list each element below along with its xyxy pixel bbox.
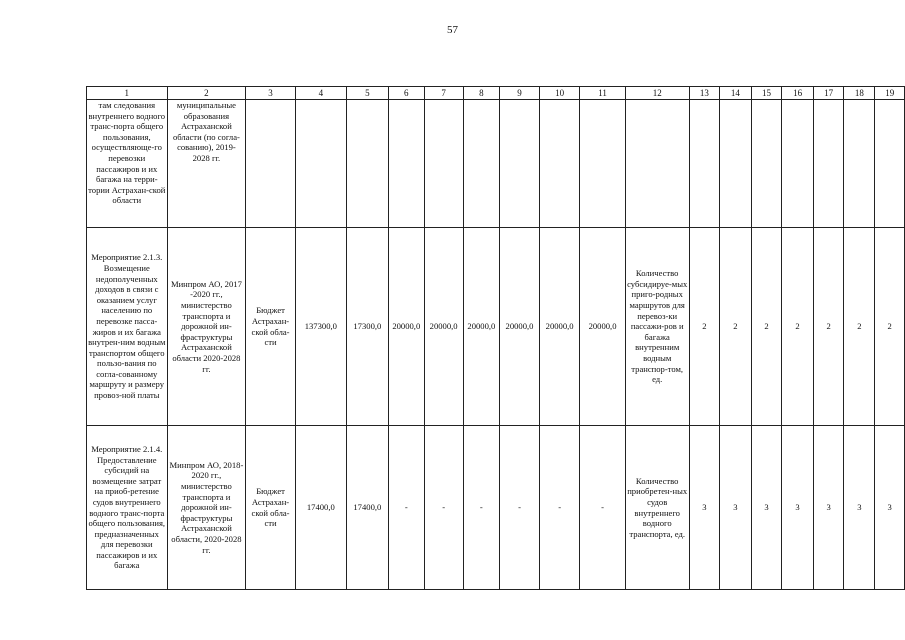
value-cell: 17400,0	[295, 426, 346, 590]
value-cell	[580, 100, 625, 228]
header-cell: 10	[539, 87, 580, 100]
header-row	[87, 87, 905, 100]
indicator-value-cell: 2	[689, 228, 719, 426]
indicator-value-cell: 2	[719, 228, 751, 426]
executor-cell: Минпром АО, 2018-2020 гг., министерство транспорта и дорожной ин-фраструктуры Астраханской области, 2020-2028 гг.	[167, 426, 246, 590]
header-cell: 17	[814, 87, 844, 100]
page-number: 57	[447, 24, 458, 36]
header-cell: 4	[295, 87, 346, 100]
value-cell: 17400,0	[346, 426, 388, 590]
indicator-value-cell: 2	[751, 228, 781, 426]
table-row	[87, 100, 905, 228]
table-row	[87, 426, 905, 590]
indicator-value-cell: 3	[751, 426, 781, 590]
header-cell: 8	[463, 87, 500, 100]
value-cell	[463, 100, 500, 228]
table-row	[87, 228, 905, 426]
value-cell: -	[580, 426, 625, 590]
header-cell: 1	[87, 87, 168, 100]
funding-source-cell	[246, 100, 296, 228]
funding-source-cell: Бюджет Астрахан-ской обла-сти	[246, 426, 296, 590]
measure-name-cell: там следования внутреннего водного транс-порта общего пользования, осуществляюще-го перевозки пассажиров и их багажа на терри-тории Астрахан-ской области	[87, 100, 168, 228]
value-cell	[388, 100, 424, 228]
funding-source-cell: Бюджет Астрахан-ской обла-сти	[246, 228, 296, 426]
indicator-cell	[625, 100, 689, 228]
header-cell: 12	[625, 87, 689, 100]
value-cell: 17300,0	[346, 228, 388, 426]
header-cell: 7	[424, 87, 463, 100]
indicator-value-cell: 2	[844, 228, 875, 426]
value-cell: 20000,0	[388, 228, 424, 426]
indicator-value-cell	[782, 100, 814, 228]
value-cell	[295, 100, 346, 228]
indicator-value-cell: 3	[689, 426, 719, 590]
indicator-value-cell: 3	[844, 426, 875, 590]
indicator-value-cell: 2	[875, 228, 905, 426]
indicator-value-cell	[814, 100, 844, 228]
indicator-value-cell	[719, 100, 751, 228]
value-cell: 20000,0	[500, 228, 540, 426]
measure-name-cell: Мероприятие 2.1.3. Возмещение недополученных доходов в связи с оказанием услуг населению по перевозке пасса-жиров и их багажа внутрен-ним водным транспортом общего пользо-вания по согла-сованному маршруту и размеру провоз-ной платы	[87, 228, 168, 426]
header-cell: 18	[844, 87, 875, 100]
indicator-cell: Количество субсидируе-мых приго-родных маршрутов для перевоз-ки пассажи-ров и багажа внутренним водным транспор-том, ед.	[625, 228, 689, 426]
header-cell: 14	[719, 87, 751, 100]
value-cell: 137300,0	[295, 228, 346, 426]
indicator-value-cell: 2	[782, 228, 814, 426]
indicator-value-cell: 2	[814, 228, 844, 426]
measures-table	[86, 86, 905, 590]
value-cell: -	[539, 426, 580, 590]
measure-name-cell: Мероприятие 2.1.4. Предоставление субсидий на возмещение затрат на приоб-ретение судов внутреннего водного транс-порта общего пользования, предназначенных для перевозки пассажиров и их багажа	[87, 426, 168, 590]
header-cell: 16	[782, 87, 814, 100]
value-cell	[539, 100, 580, 228]
header-cell: 15	[751, 87, 781, 100]
value-cell	[500, 100, 540, 228]
header-cell: 6	[388, 87, 424, 100]
value-cell	[346, 100, 388, 228]
value-cell: 20000,0	[463, 228, 500, 426]
header-cell: 3	[246, 87, 296, 100]
indicator-value-cell	[844, 100, 875, 228]
header-cell: 19	[875, 87, 905, 100]
value-cell: -	[388, 426, 424, 590]
indicator-value-cell	[689, 100, 719, 228]
value-cell: -	[463, 426, 500, 590]
value-cell	[424, 100, 463, 228]
value-cell: 20000,0	[539, 228, 580, 426]
header-cell: 2	[167, 87, 246, 100]
header-cell: 11	[580, 87, 625, 100]
indicator-value-cell	[875, 100, 905, 228]
indicator-value-cell: 3	[719, 426, 751, 590]
value-cell: 20000,0	[580, 228, 625, 426]
executor-cell: Минпром АО, 2017 -2020 гг., министерство транспорта и дорожной ин-фраструктуры Астраханской области 2020-2028 гг.	[167, 228, 246, 426]
indicator-value-cell: 3	[814, 426, 844, 590]
executor-cell: муниципальные образования Астраханской области (по согла-сованию), 2019-2028 гг.	[167, 100, 246, 228]
header-cell: 5	[346, 87, 388, 100]
indicator-cell: Количество приобретен-ных судов внутреннего водного транспорта, ед.	[625, 426, 689, 590]
value-cell: -	[424, 426, 463, 590]
indicator-value-cell	[751, 100, 781, 228]
header-cell: 9	[500, 87, 540, 100]
indicator-value-cell: 3	[875, 426, 905, 590]
value-cell: 20000,0	[424, 228, 463, 426]
indicator-value-cell: 3	[782, 426, 814, 590]
value-cell: -	[500, 426, 540, 590]
header-cell: 13	[689, 87, 719, 100]
